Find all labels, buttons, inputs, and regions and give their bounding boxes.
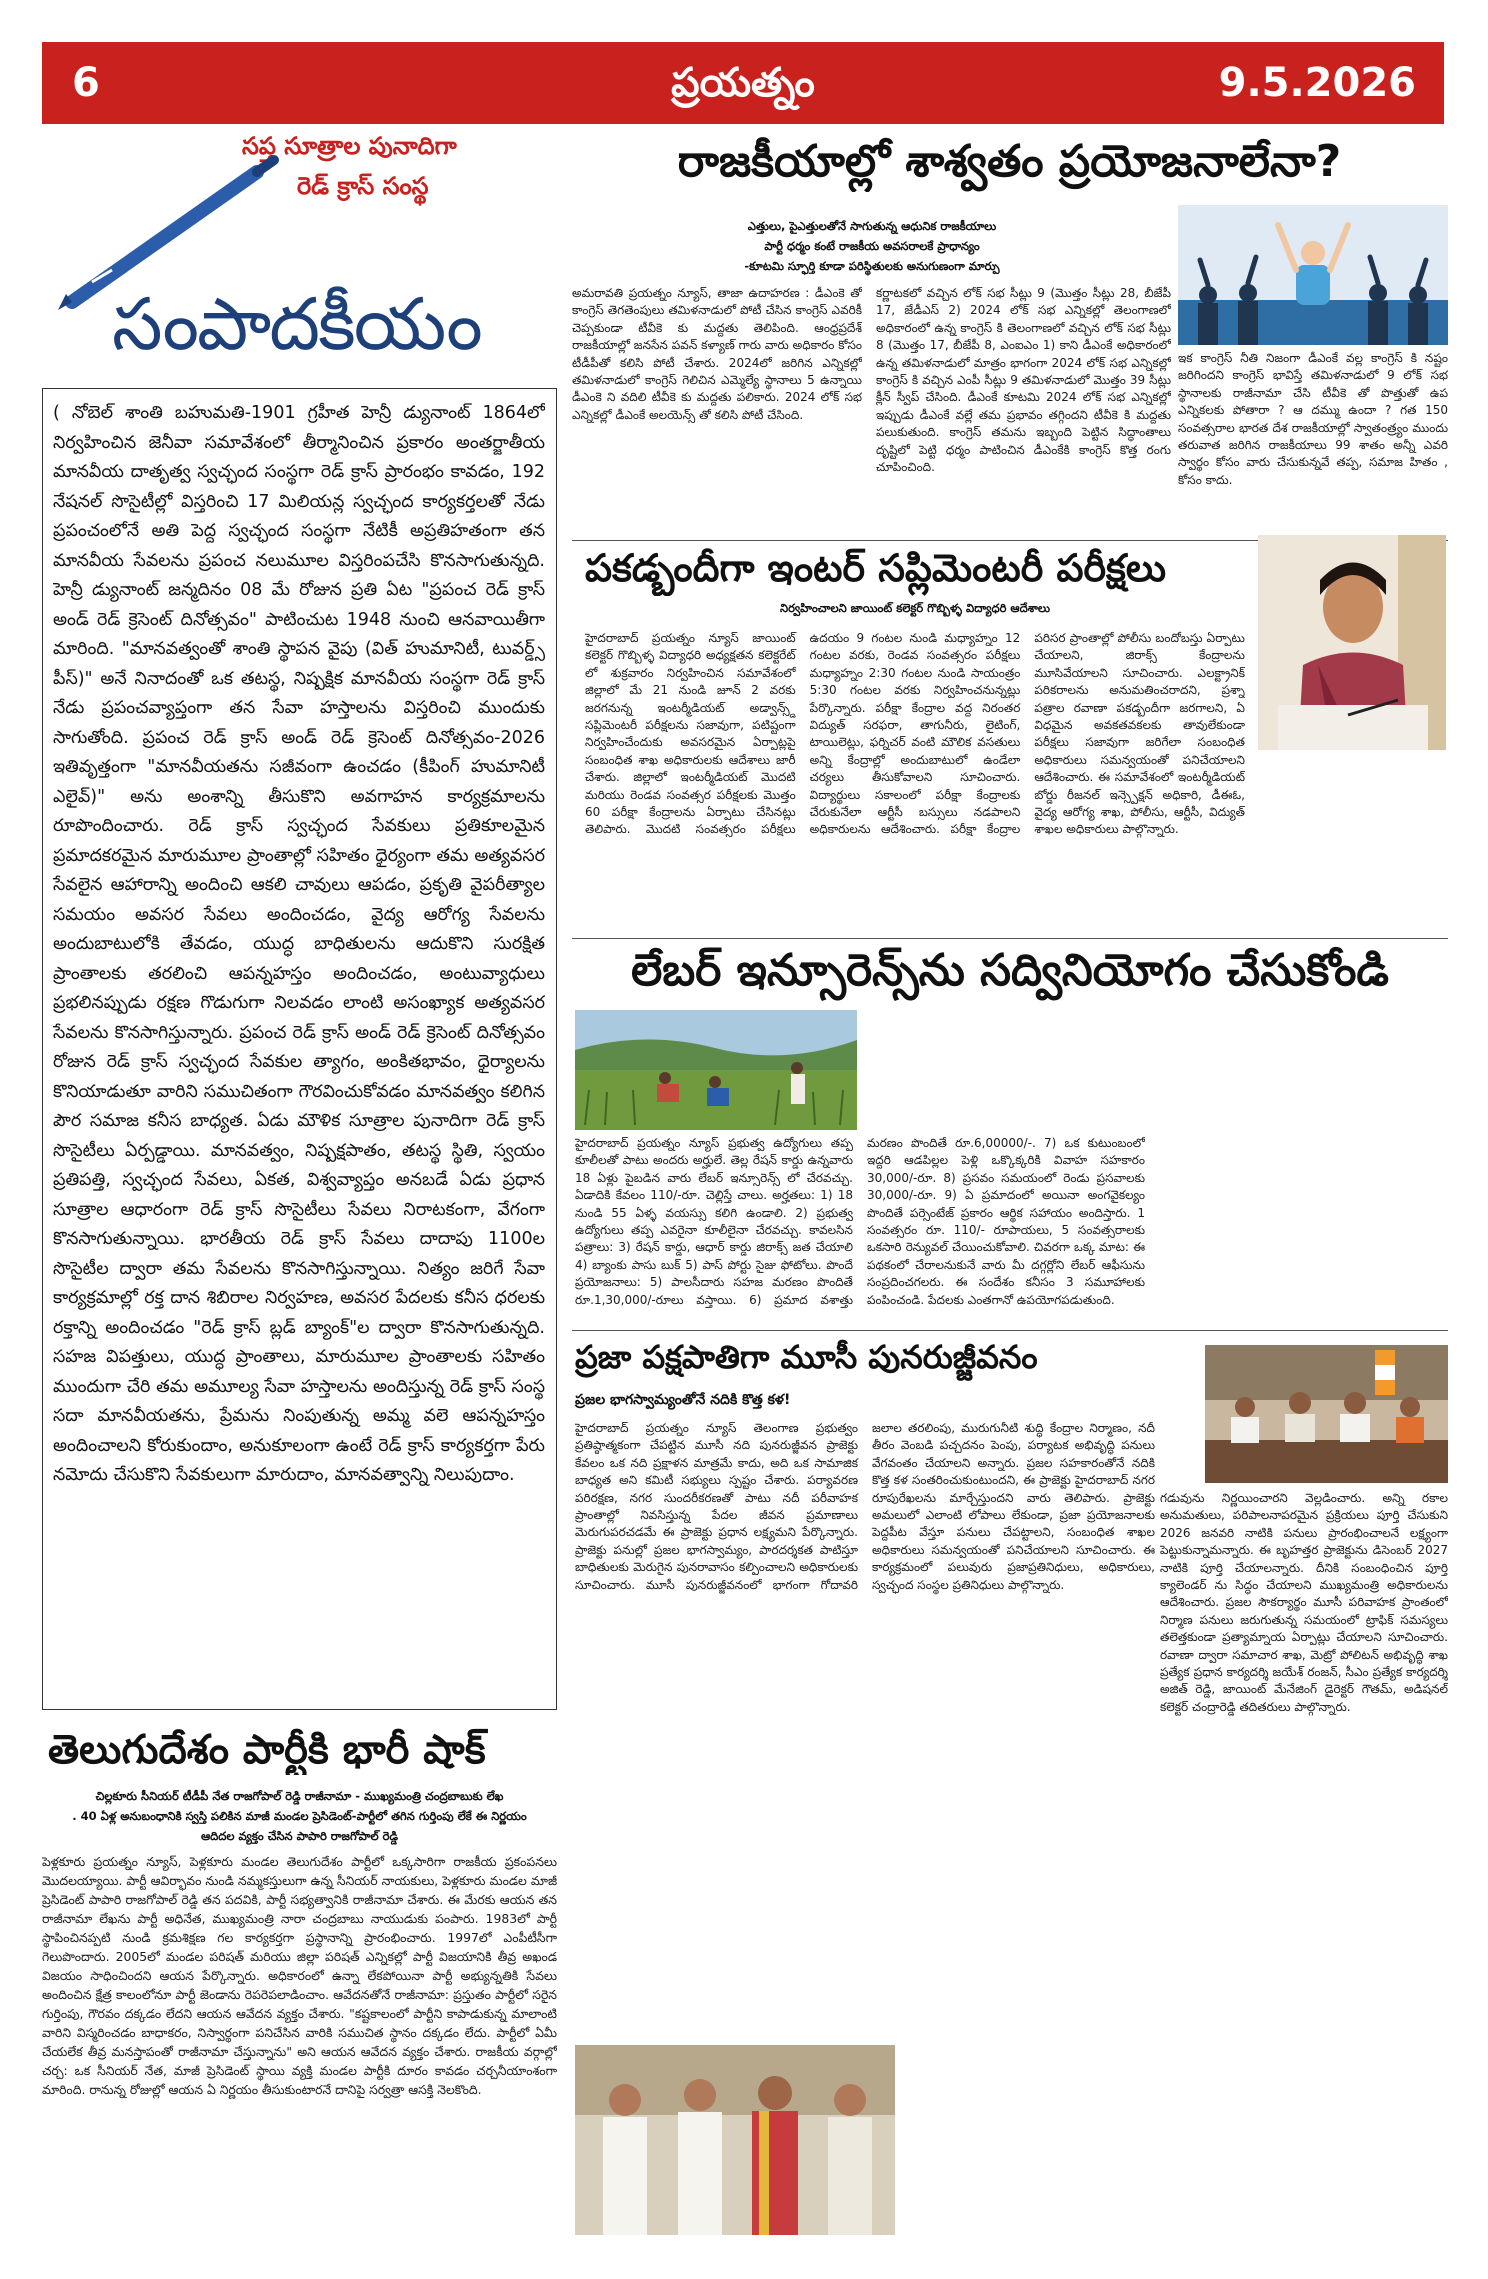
musi-subhead: ప్రజల భాగస్వామ్యంతోనే నదికి కొత్త కళ! [575,1392,791,1408]
tdp-subhead-3: ఆదిదల వ్యక్తం చేసిన పాపారి రాజగోపాల్ రెడ్డి [200,1829,399,1843]
politics-headline: రాజకీయాల్లో శాశ్వతం ప్రయోజనాలేనా? [677,136,1342,187]
musi-body: హైదరాబాద్ ప్రయత్నం న్యూస్ తెలంగాణ ప్రభుత్వం ప్రతిష్ఠాత్మకంగా చేపట్టిన మూసీ నది పునరుజ్జీవన ప్రాజెక్టు కేవలం ఒక నది ప్రక్షాళన మాత్రమే కాదు, అది ఒక సామాజిక బాధ్యత అని కమిటీ సభ్యులు స్పష్టం చేశారు. పర్యావరణ పరిరక్షణ, నగర సుందరీకరణతో పాటు నదీ పరీవాహక ప్రాంతాల్లో నివసిస్తున్న పేదల జీవన ప్రమాణాలు మెరుగుపరచడమే ఈ ప్రాజెక్టు ప్రధాన లక్ష్యమని పేర్కొన్నారు. ప్రాజెక్టు పనుల్లో ప్రజల భాగస్వామ్యం, పారదర్శకత పాటిస్తూ బాధితులకు మెరుగైన పునరావాసం కల్పించాలని అధికారులకు సూచించారు. మూసీ పునరుజ్జీవనంలో భాగంగా గోదావరి జలాల తరలింపు, మురుగునీటి శుద్ధి కేంద్రాల నిర్మాణం, నదీ తీరం వెంబడి పచ్చదనం పెంపు, పర్యాటక అభివృద్ధి పనులు వేగవంతం చేయాలని అన్నారు. ప్రజల సహకారంతోనే నదికి కొత్త కళ సంతరించుకుంటుందని, ఈ ప్రాజెక్టు హైదరాబాద్ నగర రూపురేఖలను మార్చేస్తుందని వారు తెలిపారు. ప్రాజెక్టు అమలులో ఎలాంటి లోపాలు లేకుండా, ప్రజా ప్రయోజనాలకు పెద్దపీట వేస్తూ పనులు చేపట్టాలని, సంబంధిత శాఖల అధికారులు సమన్వయంతో పనిచేయాలని సూచించారు. ఈ కార్యక్రమంలో పలువురు ప్రజాప్రతినిధులు, అధికారులు, స్వచ్ఛంద సంస్థల ప్రతినిధులు పాల్గొన్నారు. [575,1421,1155,1592]
masthead [42,42,1444,124]
politics-body-right: ఇక కాంగ్రెస్ నీతి నిజంగా డీఎంకే వల్ల కాంగ్రెస్ కి నష్టం జరిగిందని కాంగ్రెస్ భావిస్తే తమిళనాడులో 9 లోక్ సభ స్థానాలకు రాజీనామా చేసి టీవీకె తో పొత్తుతో ఉప ఎన్నికలకు పోతారా ? ఆ దమ్ము ఉందా ? గత 150 సంవత్సరాల భారత దేశ రాజకీయాల్లో స్వాతంత్ర్యం ముందు తరువాత జరిగిన రాజకీయాలు 99 శాతం అన్నీ ఎవరి స్వార్థం కోసం వారు చేసుకున్నవే తప్ప, సమాజ హితం , కోసం కాదు. [1178,351,1448,487]
editorial-tagline-2: రెడ్ క్రాస్ సంస్థ [297,172,429,200]
tdp-body: పెళ్లకూరు ప్రయత్నం న్యూస్, పెళ్లకూరు మండల తెలుగుదేశం పార్టీలో ఒక్కసారిగా రాజకీయ ప్రకంపనలు మొదలయ్యాయి. పార్టీ ఆవిర్భావం నుండి నమ్మకస్తులుగా ఉన్న సీనియర్ నాయకులు, పెళ్లకూరు మండల మాజీ ప్రెసిడెంట్ పాపారి రాజగోపాల్ రెడ్డి తన పదవికి, పార్టీ సభ్యత్వానికి రాజీనామా చేశారు. ఈ మేరకు ఆయన తన రాజీనామా లేఖను పార్టీ అధినేత, ముఖ్యమంత్రి నారా చంద్రబాబు నాయుడుకు పంపారు. 1983లో పార్టీ స్థాపించినప్పటి నుండి క్రమశిక్షణ గల కార్యకర్తగా ప్రస్థానాన్ని ప్రారంభించారు. 1997లో ఎంపీటీసీగా గెలుపొందారు. 2005లో మండల పరిషత్ మరియు జిల్లా పరిషత్ ఎన్నికల్లో పార్టీ విజయానికి తీవ్ర అఖండ విజయం సాధించిందని ఆయన పేర్కొన్నారు. అధికారంలో ఉన్నా లేకపోయినా పార్టీ అభ్యున్నతికి సేవలు అందించిన క్షేత్ర కాలంలోనూ పార్టీ జెండాను రెపరెపలాడించాం. ఆవేదనతోనే రాజీనామా: ప్రస్తుతం పార్టీలో సరైన గుర్తింపు, గౌరవం దక్కడం లేదని ఆయన ఆవేదన వ్యక్తం చేశారు. "కష్టకాలంలో పార్టీని కాపాడుకున్న మాలాంటి వారిని విస్మరించడం బాధాకరం, నిస్వార్థంగా పనిచేసిన వారికి సముచిత స్థానం దక్కడం లేదు. పార్టీలో ఏమీ చేయలేక తీవ్ర మనస్తాపంతో రాజీనామా చేస్తున్నాను" అని ఆయన ఆవేదన వ్యక్తం చేశారు. రాజకీయ వర్గాల్లో చర్చ: ఒక సీనియర్ నేత, మాజీ ప్రెసిడెంట్ స్థాయి వ్యక్తి మండల పార్టీకి దూరం కావడం చర్చనీయాంశంగా మారింది. రానున్న రోజుల్లో ఆయన ఏ నిర్ణయం తీసుకుంటారనే దానిపై సర్వత్రా ఆసక్తి నెలకొంది. [42,1854,557,2097]
tdp-subhead-1: చిల్లకూరు సీనియర్ టీడీపీ నేత రాజగోపాల్ రెడ్డి రాజీనామా - ముఖ్యమంత్రి చంద్రబాబుకు లేఖ [95,1789,504,1803]
collector-photo [1258,535,1446,750]
politics-illustration [1178,205,1448,345]
musi-photo-side-text [905,2045,1155,2235]
newspaper-name: ప్రయత్నం [671,60,815,106]
inter-exams-subhead: నిర్వహించాలని జాయింట్ కలెక్టర్ గొబ్బిళ్ళ విద్యాధరి ఆదేశాలు [780,601,1050,615]
editorial-box [42,388,557,1710]
politics-body-mid: కర్ణాటకలో వచ్చిన లోక్ సభ సీట్లు 9 (మొత్తం సీట్లు 28, బీజేపీ 17, జేడీఎస్ 2) 2024 లోక్ సభ ఎన్నికల్లో తెలంగాణలో అధికారంలో ఉన్న కాంగ్రెస్ కి తెలంగాణలో వచ్చిన లోక్ సభ సీట్లు 8 (మొత్తం 17, బీజేపీ 8, ఎంఐఎం 1) కాని డీఎంకే అధికారంలో ఉన్న తమిళనాడులో మాత్రం భాగంగా 2024 లోక్ సభ ఎన్నికల్లో కాంగ్రెస్ కి వచ్చిన ఎంపీ సీట్లు 9 తమిళనాడులో మొత్తం 39 సీట్లు క్లీన్ స్వీప్ చేసింది. డీఎంకే కూటమి 2024 లోక్ సభ ఎన్నికల్లో ఇప్పుడు డీఎంకే వల్లే తమ ప్రభావం తగ్గిందని టీవీకె కి మద్దతు పలుకుతుంది. కాంగ్రెస్ తమను ఇబ్బంది పెట్టిన సిద్ధాంతాలు దృష్టిలో పెట్టి ధర్మం పాటించిన డీఎంకేకి కాంగ్రెస్ కొత్త రంగు చూపించింది. [876,286,1171,475]
tdp-subhead-2: . 40 ఏళ్ల అనుబంధానికి స్వస్తి పలికిన మాజీ మండల ప్రెసిడెంట్-పార్టీలో తగిన గుర్తింపు లేకే ఈ నిర్ణయం [72,1809,527,1823]
tdp-headline: తెలుగుదేశం పార్టీకి భారీ షాక్ [48,1727,486,1773]
guests-photo [575,2045,895,2235]
editorial-tagline-1: సప్త సూత్రాల పునాదిగా [242,132,457,160]
inter-exams-photo-caption [1258,755,1446,930]
issue-date: 9.5.2026 [1218,60,1416,106]
musi-body-right: గడువును నిర్ణయించారని వెల్లడించారు. అన్ని రకాల అనుమతులు, పరిపాలనాపరమైన ప్రక్రియలు పూర్తి చేసుకుని 2026 జనవరి నాటికి పనులు ప్రారంభించాలనే లక్ష్యంగా పెట్టుకున్నామన్నారు. ఈ బృహత్తర ప్రాజెక్టును డిసెంబర్ 2027 నాటికి పూర్తి చేయాలన్నారు. దీనికి సంబంధించిన పూర్తి క్యాలెండర్ ను సిద్ధం చేయాలని ముఖ్యమంత్రి అధికారులను ఆదేశించారు. ప్రజల సౌకర్యార్థం మూసీ పరివాహక ప్రాంతంలో నిర్మాణ పనులు జరుగుతున్న సమయంలో ట్రాఫిక్ సమస్యలు తలెత్తకుండా ప్రత్యామ్నాయ ఏర్పాట్లు చేయాలని సూచించారు. రవాణా ద్వారా సమాచార శాఖ, మెట్రో పోలిటన్ అభివృద్ధి శాఖ ప్రత్యేక ప్రధాన కార్యదర్శి జయేశ్ రంజన్, సీఎం ప్రత్యేక కార్యదర్శి అజిత్ రెడ్డి, జాయింట్ మేనేజింగ్ డైరెక్టర్ గౌతమ్, అడిషనల్ కలెక్టర్ చంద్రారెడ్డి తదితరులు పాల్గొన్నారు. [1160,1491,1448,1714]
page-number: 6 [72,60,100,106]
inter-exams-body: హైదరాబాద్ ప్రయత్నం న్యూస్ జాయింట్ కలెక్టర్ గొబ్బిళ్ళ విద్యాధరి అధ్యక్షతన కలెక్టరేట్ లో శుక్రవారం నిర్వహించిన సమావేశంలో జిల్లాలో మే 21 నుండి జూన్ 2 వరకు జరగనున్న ఇంటర్మీడియట్ అడ్వాన్స్డ్ సప్లిమెంటరీ పరీక్షలను సజావుగా, పటిష్టంగా నిర్వహించేందుకు అవసరమైన ఏర్పాట్లపై సంబంధిత శాఖ అధికారులకు ఆదేశాలు జారీ చేశారు. జిల్లాలో ఇంటర్మీడియట్ మొదటి మరియు రెండవ సంవత్సర పరీక్షలకు మొత్తం 60 పరీక్షా కేంద్రాలను ఏర్పాటు చేసినట్లు తెలిపారు. మొదటి సంవత్సరం పరీక్షలు ఉదయం 9 గంటల నుండి మధ్యాహ్నం 12 గంటల వరకు, రెండవ సంవత్సరం పరీక్షలు మధ్యాహ్నం 2:30 గంటల నుండి సాయంత్రం 5:30 గంటల వరకు నిర్వహించనున్నట్లు పేర్కొన్నారు. పరీక్షా కేంద్రాల వద్ద నిరంతర విద్యుత్ సరఫరా, తాగునీరు, లైటింగ్, టాయిలెట్లు, ఫర్నిచర్ వంటి మౌలిక వసతులు అన్ని కేంద్రాల్లో అందుబాటులో ఉండేలా చర్యలు తీసుకోవాలని సూచించారు. విద్యార్థులు సకాలంలో పరీక్షా కేంద్రాలకు చేరుకునేలా ఆర్టీసీ బస్సులు నడపాలని అధికారులను ఆదేశించారు. పరీక్షా కేంద్రాల పరిసర ప్రాంతాల్లో పోలీసు బందోబస్తు ఏర్పాటు చేయాలని, జిరాక్స్ కేంద్రాలను మూసివేయాలని సూచించారు. ఎలక్ట్రానిక్ పరికరాలను అనుమతించరాదని, ప్రశ్నా పత్రాల రవాణా పకడ్బందీగా జరగాలని, ఏ విధమైన అవకతవకలకు తావులేకుండా పరీక్షలు సజావుగా జరిగేలా సంబంధిత అధికారులు సమన్వయంతో పనిచేయాలని ఆదేశించారు. ఈ సమావేశంలో ఇంటర్మీడియట్ బోర్డు రీజనల్ ఇన్స్పెక్షన్ అధికారి, డీఈఓ, వైద్య ఆరోగ్య శాఖ, పోలీసు, ఆర్టీసీ, విద్యుత్ శాఖల అధికారులు పాల్గొన్నారు. [585,631,1245,837]
labour-body-right [1160,1010,1448,1325]
musi-meeting-photo [1205,1345,1448,1483]
politics-body-left: అమరావతి ప్రయత్నం న్యూస్, తాజా ఉదాహరణ : డీఎంకె తో కాంగ్రెస్ తెగతెంపులు తమిళనాడులో పోటీ చేసిన కాంగ్రెస్ ఎవరికీ చెప్పకుండా టీవీకె కు మద్దతు తెలిపింది. ఆంధ్రప్రదేశ్ రాజకీయాల్లో జనసేన పవన్ కళ్యాణ్ గారు వారు అధికారం కోసం టీడీపీతో కలిసి పోటీ చేశారు. 2024లో జరిగిన ఎన్నికల్లో తమిళనాడులో కాంగ్రెస్ గెలిచిన ఎమ్మెల్యే స్థానాలు 5 ఉన్నాయి డీఎంకె ని వదిలి టీవీకె కు మద్దతు పలికారు. 2024 లోక్ సభ ఎన్నికల్లో డీఎంకే అలయెన్స్ తో కలిసి పోటీ చేసింది. [572,286,862,422]
politics-subhead-1: ఎత్తులు, పైఎత్తులతోనే సాగుతున్న ఆధునిక రాజకీయాలు [747,219,997,233]
editorial-logo-text: సంపాదకీయం [112,282,481,366]
labour-headline: లేబర్ ఇన్సూరెన్స్‌ను సద్వినియోగం చేసుకోండి [631,945,1389,996]
labour-body: హైదరాబాద్ ప్రయత్నం న్యూస్ ప్రభుత్వ ఉద్యోగులు తప్ప కూలీలతో పాటు అందరు అర్హులే. తెల్ల రేషన్ కార్డు ఉన్నవారు 18 ఏళ్లు పైబడిన వారు లేబర్ ఇన్సూరెన్స్ లో చేరవచ్చు. ఏడాదికి కేవలం 110/-రూ. చెల్లిస్తే చాలు. అర్హతలు: 1) 18 నుండి 55 ఏళ్ళ వయస్సు కలిగి ఉండాలి. 2) ప్రభుత్వ ఉద్యోగులు తప్ప ఎవరైనా కూలీలైనా చేరవచ్చు. కావలసిన పత్రాలు: 3) రేషన్ కార్డు, ఆధార్ కార్డు జిరాక్స్ జత చేయాలి 4) బ్యాంకు పాసు బుక్ 5) పాస్ పోర్టు సైజు ఫోటోలు. పొందే ప్రయోజనాలు: 5) పాలసీదారు సహజ మరణం పొందితే రూ.1,30,000/-రూలు వస్తాయి. 6) ప్రమాద వశాత్తు మరణం పొందితే రూ.6,00000/-. 7) ఒక కుటుంబంలో ఇద్దరి ఆడపిల్లల పెళ్లి ఒక్కొక్కరికి వివాహ సహకారం 30,000/-రూ. 8) ప్రసవం సమయంలో రెండు ప్రసవాలకు 30,000/-రూ. 9) ఏ ప్రమాదంలో అయినా అంగవైకల్యం పొందితే పర్సెంటేజ్ ప్రకారం ఆర్థిక సహాయం అందిస్తారు. 1 సంవత్సరం రూ. 110/- రూపాయలు, 5 సంవత్సరాలకు ఒకసారి రెన్యువల్ చేయించుకోవాలి. చివరగా ఒక్క మాట: ఈ పథకంలో చేరాలనుకునే వారు మీ దగ్గర్లోని లేబర్ ఆఫీసును సంప్రదించగలరు. ఈ సందేశం కనీసం 3 సమూహాలకు పంపించండి. పేదలకు ఎంతగానో ఉపయోగపడుతుంది. [575,1136,1145,1307]
musi-headline: ప్రజా పక్షపాతిగా మూసీ పునరుజ్జీవనం [575,1338,1038,1376]
politics-subhead-2: పార్టీ ధర్మం కంటే రాజకీయ అవసరాలకే ప్రాధాన్యం [764,239,980,253]
editorial-body: ( నోబెల్ శాంతి బహుమతి-1901 గ్రహీత హెన్రీ డ్యునాంట్ 1864లో నిర్వహించిన జెనీవా సమావేశంలో తీర్మానించిన ప్రకారం అంతర్జాతీయ మానవీయ దాతృత్వ స్వచ్ఛంద సంస్థగా రెడ్ క్రాస్ ప్రారంభం కావడం, 192 నేషనల్ సొసైటీల్లో విస్తరించి 17 మిలియన్ల స్వచ్ఛంద కార్యకర్తలతో నేడు ప్రపంచంలోనే అతి పెద్ద స్వచ్ఛంద సంస్థగా నేటికీ అప్రతిహతంగా తన మానవీయ సేవలను ప్రపంచ నలుమూల విస్తరింపచేసి కొనసాగుతున్నది. హెన్రీ డ్యునాంట్ జన్మదినం 08 మే రోజున ప్రతి ఏట "ప్రపంచ రెడ్ క్రాస్ అండ్ రెడ్ క్రెసెంట్ దినోత్సవం" పాటించుట 1948 నుంచి ఆనవాయితీగా మారింది. "మానవత్వంతో శాంతి స్థాపన వైపు (విత్ హుమానిటీ, టువర్డ్స్ పీస్)" అనే నినాదంతో ఒక తటస్థ, నిష్పక్షిక మానవీయ సంస్థగా రెడ్ క్రాస్ నేడు ప్రపంచవ్యాప్తంగా తన సేవా హస్తాలను విస్తరించి ముందుకు సాగుతోంది. ప్రపంచ రెడ్ క్రాస్ అండ్ రెడ్ క్రెసెంట్ దినోత్సవం-2026 ఇతివృత్తంగా "మానవీయతను సజీవంగా ఉంచడం (కీపింగ్ హుమానిటీ ఎలైవ్)" అను అంశాన్ని తీసుకొని అవగాహన కార్యక్రమాలను రూపొందించారు. రెడ్ క్రాస్ స్వచ్ఛంద సేవకులు ప్రతికూలమైన ప్రమాదకరమైన మారుమూల ప్రాంతాల్లో సహితం ధైర్యంగా తమ అత్యవసర సేవలైన ఆహారాన్ని అందించి ఆకలి చావులు ఆపడం, ప్రకృతి వైపరీత్యాల సమయం అవసర సేవలు అందించడం, వైద్య ఆరోగ్య సేవలను అందుబాటులోకి తేవడం, యుద్ధ బాధితులను ఆదుకొని సురక్షిత ప్రాంతాలకు తరలించి ఆపన్నహస్తం అందించడం, అంటువ్యాధులు ప్రభలినప్పుడు రక్షణ గొడుగుగా నిలవడం లాంటి అసంఖ్యాక అత్యవసర సేవలను కొనసాగిస్తున్నారు. ప్రపంచ రెడ్ క్రాస్ అండ్ రెడ్ క్రెసెంట్ దినోత్సవం రోజున రెడ్ క్రాస్ స్వచ్ఛంద సేవకుల త్యాగం, అంకితభావం, ధైర్యాలను కొనియాడుతూ వారిని సముచితంగా గౌరవించుకోవడం మానవత్వం కలిగిన పౌర సమాజ కనీస బాధ్యత. ఏడు మౌళిక సూత్రాల పునాదిగా రెడ్ క్రాస్ సొసైటీలు ఏర్పడ్డాయి. మానవత్వం, నిష్పక్షపాతం, తటస్థ స్థితి, స్వయం ప్రతిపత్తి, స్వచ్ఛంద సేవలు, ఏకత, విశ్వవ్యాప్తం అనబడే ఏడు ప్రధాన సూత్రాల ఆధారంగా రెడ్ క్రాస్ సొసైటీలు సేవలు నిరాటకంగా, వేగంగా కొనసాగుతున్నాయి. భారతీయ రెడ్ క్రాస్ సేవలు దాదాపు 1100ల సొసైటీల ద్వారా తమ సేవలను కొనసాగిస్తున్నాయి. నిత్యం జరిగే సేవా కార్యక్రమాల్లో రక్త దాన శిబిరాల నిర్వహణ, అవసర పేదలకు కనీస ధరలకు రక్తాన్ని అందించడం "రెడ్ క్రాస్ బ్లడ్ బ్యాంక్"ల ద్వారా కొనసాగుతున్నది. సహజ విపత్తులు, యుద్ధ ప్రాంతాలు, మారుమూల ప్రాంతాలకు సహితం ముందుగా చేరి తమ అమూల్య సేవా హస్తాలను అందిస్తున్న రెడ్ క్రాస్ సంస్థ సదా మానవీయతను, ప్రేమను నింపుతున్న అమ్మ వలె ఆపన్నహస్తం అందించాలని కోరుకుందాం, అనుకూలంగా ఉంటే రెడ్ క్రాస్ కార్యకర్తగా పేరు నమోదు చేసుకొని సేవకులుగా మారుదాం, మానవత్వాన్ని నిలుపుదాం. [53,403,545,1485]
inter-exams-headline: పకడ్బందీగా ఇంటర్ సప్లిమెంటరీ పరీక్షలు [585,546,1166,590]
farm-workers-photo [575,1010,857,1130]
politics-subhead-3: -కూటమి స్ఫూర్తి కూడా పరిస్థితులకు అనుగుణంగా మార్పు [744,259,1000,273]
editorial-logo-area [42,132,557,382]
